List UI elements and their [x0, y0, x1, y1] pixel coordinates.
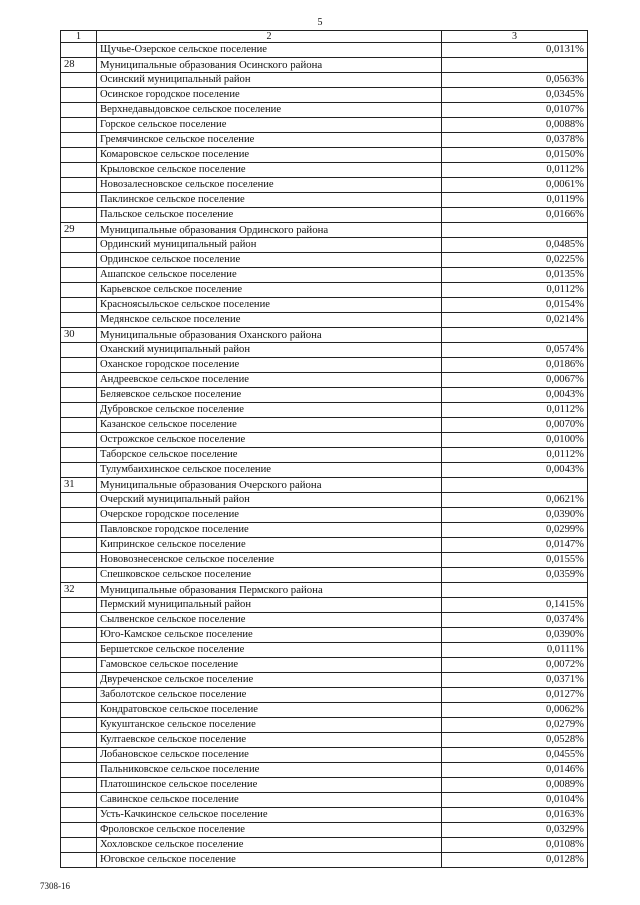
row-number-cell — [61, 688, 97, 703]
table-row — [61, 688, 588, 703]
header-col-1: 1 — [61, 31, 97, 43]
row-name-cell: Сылвенское сельское поселение — [97, 613, 442, 628]
row-number-cell — [61, 748, 97, 763]
row-share-cell: 0,0166% — [442, 208, 588, 223]
table-row — [61, 358, 588, 373]
row-number-cell — [61, 703, 97, 718]
row-number-cell — [61, 358, 97, 373]
row-number-cell — [61, 568, 97, 583]
row-number-cell: 30 — [61, 328, 97, 343]
table-row — [61, 838, 588, 853]
row-number-cell — [61, 298, 97, 313]
row-name-cell: Пальское сельское поселение — [97, 208, 442, 223]
row-name-cell: Щучье-Озерское сельское поселение — [97, 43, 442, 58]
table-row — [61, 643, 588, 658]
row-share-cell: 0,0329% — [442, 823, 588, 838]
row-share-cell: 0,0225% — [442, 253, 588, 268]
row-name-cell: Муниципальные образования Пермского района — [97, 583, 442, 598]
row-share-cell: 0,0563% — [442, 73, 588, 88]
table-row — [61, 493, 588, 508]
row-number-cell — [61, 193, 97, 208]
row-number-cell — [61, 103, 97, 118]
row-share-cell: 0,0112% — [442, 403, 588, 418]
table-row — [61, 343, 588, 358]
row-share-cell: 0,0378% — [442, 133, 588, 148]
row-number-cell — [61, 148, 97, 163]
allocation-table — [60, 30, 588, 868]
row-share-cell: 0,0146% — [442, 763, 588, 778]
row-number-cell — [61, 373, 97, 388]
table-row-group-heading — [61, 328, 588, 343]
page-number: 5 — [317, 17, 323, 28]
row-share-cell: 0,0112% — [442, 163, 588, 178]
row-name-cell: Двуреченское сельское поселение — [97, 673, 442, 688]
row-share-cell: 0,0359% — [442, 568, 588, 583]
row-name-cell: Новозалесновское сельское поселение — [97, 178, 442, 193]
row-share-cell: 0,0043% — [442, 388, 588, 403]
row-number-cell — [61, 403, 97, 418]
row-name-cell: Тулумбаихинское сельское поселение — [97, 463, 442, 478]
row-number-cell — [61, 88, 97, 103]
table-row — [61, 778, 588, 793]
row-number-cell — [61, 538, 97, 553]
row-number-cell: 28 — [61, 58, 97, 73]
row-name-cell: Юговское сельское поселение — [97, 853, 442, 868]
row-share-cell: 0,0070% — [442, 418, 588, 433]
table-row — [61, 253, 588, 268]
row-number-cell — [61, 73, 97, 88]
table-row — [61, 538, 588, 553]
table-row — [61, 418, 588, 433]
table-row-group-heading — [61, 58, 588, 73]
row-number-cell — [61, 163, 97, 178]
row-name-cell: Медянское сельское поселение — [97, 313, 442, 328]
row-share-cell: 0,0061% — [442, 178, 588, 193]
row-number-cell — [61, 523, 97, 538]
row-name-cell: Оханское городское поселение — [97, 358, 442, 373]
row-name-cell: Хохловское сельское поселение — [97, 838, 442, 853]
row-name-cell: Пермский муниципальный район — [97, 598, 442, 613]
row-name-cell: Осинское городское поселение — [97, 88, 442, 103]
table-row — [61, 118, 588, 133]
row-number-cell — [61, 448, 97, 463]
table-row — [61, 553, 588, 568]
row-share-cell: 0,0128% — [442, 853, 588, 868]
table-row — [61, 403, 588, 418]
row-name-cell: Горское сельское поселение — [97, 118, 442, 133]
row-share-cell: 0,0127% — [442, 688, 588, 703]
row-share-cell: 0,0112% — [442, 448, 588, 463]
table-row — [61, 463, 588, 478]
table-row-group-heading — [61, 223, 588, 238]
row-share-cell: 0,0345% — [442, 88, 588, 103]
row-share-cell: 0,0485% — [442, 238, 588, 253]
row-name-cell: Фроловское сельское поселение — [97, 823, 442, 838]
row-name-cell: Кондратовское сельское поселение — [97, 703, 442, 718]
table-row — [61, 433, 588, 448]
table-row — [61, 178, 588, 193]
row-name-cell: Кукуштанское сельское поселение — [97, 718, 442, 733]
table-row — [61, 88, 588, 103]
row-name-cell: Култаевское сельское поселение — [97, 733, 442, 748]
row-name-cell: Карьевское сельское поселение — [97, 283, 442, 298]
table-row — [61, 793, 588, 808]
row-name-cell: Платошинское сельское поселение — [97, 778, 442, 793]
row-name-cell: Пальниковское сельское поселение — [97, 763, 442, 778]
row-name-cell: Павловское городское поселение — [97, 523, 442, 538]
row-share-cell: 0,0089% — [442, 778, 588, 793]
row-share-cell: 0,0108% — [442, 838, 588, 853]
row-number-cell — [61, 853, 97, 868]
table-row — [61, 313, 588, 328]
table-row — [61, 658, 588, 673]
table-row — [61, 568, 588, 583]
row-share-cell: 0,0374% — [442, 613, 588, 628]
header-col-2: 2 — [97, 31, 442, 43]
row-share-cell — [442, 58, 588, 73]
row-number-cell: 31 — [61, 478, 97, 493]
row-share-cell: 0,0131% — [442, 43, 588, 58]
table-row — [61, 628, 588, 643]
table-row — [61, 148, 588, 163]
row-name-cell: Ординское сельское поселение — [97, 253, 442, 268]
table-row — [61, 808, 588, 823]
row-name-cell: Ординский муниципальный район — [97, 238, 442, 253]
row-name-cell: Муниципальные образования Оханского района — [97, 328, 442, 343]
row-share-cell: 0,0154% — [442, 298, 588, 313]
table-row — [61, 448, 588, 463]
row-share-cell: 0,0135% — [442, 268, 588, 283]
table-row-group-heading — [61, 583, 588, 598]
row-number-cell — [61, 508, 97, 523]
row-number-cell — [61, 418, 97, 433]
table-row — [61, 703, 588, 718]
row-share-cell: 0,0214% — [442, 313, 588, 328]
table-row — [61, 268, 588, 283]
row-share-cell — [442, 583, 588, 598]
row-number-cell — [61, 118, 97, 133]
row-share-cell: 0,0067% — [442, 373, 588, 388]
row-name-cell: Очерский муниципальный район — [97, 493, 442, 508]
row-share-cell: 0,0574% — [442, 343, 588, 358]
table-row — [61, 718, 588, 733]
table-row — [61, 388, 588, 403]
table-row — [61, 763, 588, 778]
row-number-cell — [61, 598, 97, 613]
table-row-group-heading — [61, 478, 588, 493]
row-name-cell: Муниципальные образования Ординского района — [97, 223, 442, 238]
table-row — [61, 238, 588, 253]
row-number-cell — [61, 238, 97, 253]
row-number-cell — [61, 268, 97, 283]
row-name-cell: Дубровское сельское поселение — [97, 403, 442, 418]
row-name-cell: Юго-Камское сельское поселение — [97, 628, 442, 643]
row-number-cell: 29 — [61, 223, 97, 238]
row-share-cell: 0,0062% — [442, 703, 588, 718]
row-name-cell: Таборское сельское поселение — [97, 448, 442, 463]
table-row — [61, 133, 588, 148]
row-name-cell: Савинское сельское поселение — [97, 793, 442, 808]
table-row — [61, 823, 588, 838]
row-name-cell: Андреевское сельское поселение — [97, 373, 442, 388]
table-row — [61, 208, 588, 223]
row-name-cell: Муниципальные образования Очерского района — [97, 478, 442, 493]
row-share-cell: 0,0150% — [442, 148, 588, 163]
row-number-cell — [61, 388, 97, 403]
row-share-cell: 0,0043% — [442, 463, 588, 478]
row-share-cell: 0,0455% — [442, 748, 588, 763]
table-row — [61, 523, 588, 538]
row-share-cell: 0,0104% — [442, 793, 588, 808]
header-col-3: 3 — [442, 31, 588, 43]
row-share-cell: 0,0072% — [442, 658, 588, 673]
row-share-cell: 0,0299% — [442, 523, 588, 538]
table-row — [61, 748, 588, 763]
row-number-cell — [61, 43, 97, 58]
row-number-cell — [61, 208, 97, 223]
row-number-cell — [61, 733, 97, 748]
row-name-cell: Ашапское сельское поселение — [97, 268, 442, 283]
row-name-cell: Паклинское сельское поселение — [97, 193, 442, 208]
row-number-cell — [61, 793, 97, 808]
row-share-cell: 0,0119% — [442, 193, 588, 208]
table-header-row — [61, 31, 588, 43]
row-name-cell: Казанское сельское поселение — [97, 418, 442, 433]
row-name-cell: Нововознесенское сельское поселение — [97, 553, 442, 568]
row-share-cell: 0,0390% — [442, 508, 588, 523]
row-name-cell: Спешковское сельское поселение — [97, 568, 442, 583]
row-number-cell — [61, 343, 97, 358]
row-share-cell: 0,0088% — [442, 118, 588, 133]
table-row — [61, 598, 588, 613]
row-number-cell — [61, 778, 97, 793]
row-share-cell — [442, 223, 588, 238]
row-name-cell: Кипринское сельское поселение — [97, 538, 442, 553]
row-name-cell: Муниципальные образования Осинского района — [97, 58, 442, 73]
row-number-cell — [61, 658, 97, 673]
row-share-cell: 0,0100% — [442, 433, 588, 448]
row-share-cell: 0,1415% — [442, 598, 588, 613]
table-row — [61, 853, 588, 868]
row-share-cell — [442, 328, 588, 343]
table-row — [61, 298, 588, 313]
row-name-cell: Осинский муниципальный район — [97, 73, 442, 88]
row-number-cell — [61, 463, 97, 478]
row-name-cell: Гремячинское сельское поселение — [97, 133, 442, 148]
row-number-cell — [61, 643, 97, 658]
row-number-cell — [61, 823, 97, 838]
table-row — [61, 163, 588, 178]
row-number-cell — [61, 838, 97, 853]
row-name-cell: Лобановское сельское поселение — [97, 748, 442, 763]
row-number-cell — [61, 133, 97, 148]
row-share-cell: 0,0371% — [442, 673, 588, 688]
table-row — [61, 613, 588, 628]
row-share-cell: 0,0112% — [442, 283, 588, 298]
row-number-cell — [61, 673, 97, 688]
row-name-cell: Беляевское сельское поселение — [97, 388, 442, 403]
row-share-cell: 0,0111% — [442, 643, 588, 658]
row-share-cell: 0,0107% — [442, 103, 588, 118]
row-name-cell: Заболотское сельское поселение — [97, 688, 442, 703]
row-number-cell — [61, 493, 97, 508]
row-number-cell — [61, 718, 97, 733]
table-row — [61, 103, 588, 118]
row-name-cell: Оханский муниципальный район — [97, 343, 442, 358]
row-number-cell — [61, 178, 97, 193]
row-name-cell: Красноясыльское сельское поселение — [97, 298, 442, 313]
row-number-cell — [61, 808, 97, 823]
row-name-cell: Бершетское сельское поселение — [97, 643, 442, 658]
row-number-cell — [61, 628, 97, 643]
row-share-cell: 0,0621% — [442, 493, 588, 508]
row-name-cell: Гамовское сельское поселение — [97, 658, 442, 673]
row-number-cell — [61, 283, 97, 298]
table-row — [61, 43, 588, 58]
table-row — [61, 673, 588, 688]
row-name-cell: Очерское городское поселение — [97, 508, 442, 523]
table-row — [61, 73, 588, 88]
row-number-cell — [61, 253, 97, 268]
footer-code: 7308-16 — [40, 881, 70, 891]
row-number-cell — [61, 553, 97, 568]
row-share-cell: 0,0528% — [442, 733, 588, 748]
row-name-cell: Верхнедавыдовское сельское поселение — [97, 103, 442, 118]
row-share-cell: 0,0390% — [442, 628, 588, 643]
table-row — [61, 373, 588, 388]
row-share-cell: 0,0163% — [442, 808, 588, 823]
row-name-cell: Усть-Качкинское сельское поселение — [97, 808, 442, 823]
row-share-cell: 0,0186% — [442, 358, 588, 373]
table-row — [61, 193, 588, 208]
row-name-cell: Крыловское сельское поселение — [97, 163, 442, 178]
row-share-cell: 0,0147% — [442, 538, 588, 553]
row-number-cell — [61, 313, 97, 328]
table-row — [61, 508, 588, 523]
row-name-cell: Комаровское сельское поселение — [97, 148, 442, 163]
row-share-cell: 0,0155% — [442, 553, 588, 568]
row-number-cell — [61, 763, 97, 778]
row-number-cell — [61, 433, 97, 448]
row-share-cell — [442, 478, 588, 493]
table-row — [61, 283, 588, 298]
row-number-cell: 32 — [61, 583, 97, 598]
table-row — [61, 733, 588, 748]
table-body — [61, 43, 588, 868]
row-share-cell: 0,0279% — [442, 718, 588, 733]
row-name-cell: Острожское сельское поселение — [97, 433, 442, 448]
row-number-cell — [61, 613, 97, 628]
